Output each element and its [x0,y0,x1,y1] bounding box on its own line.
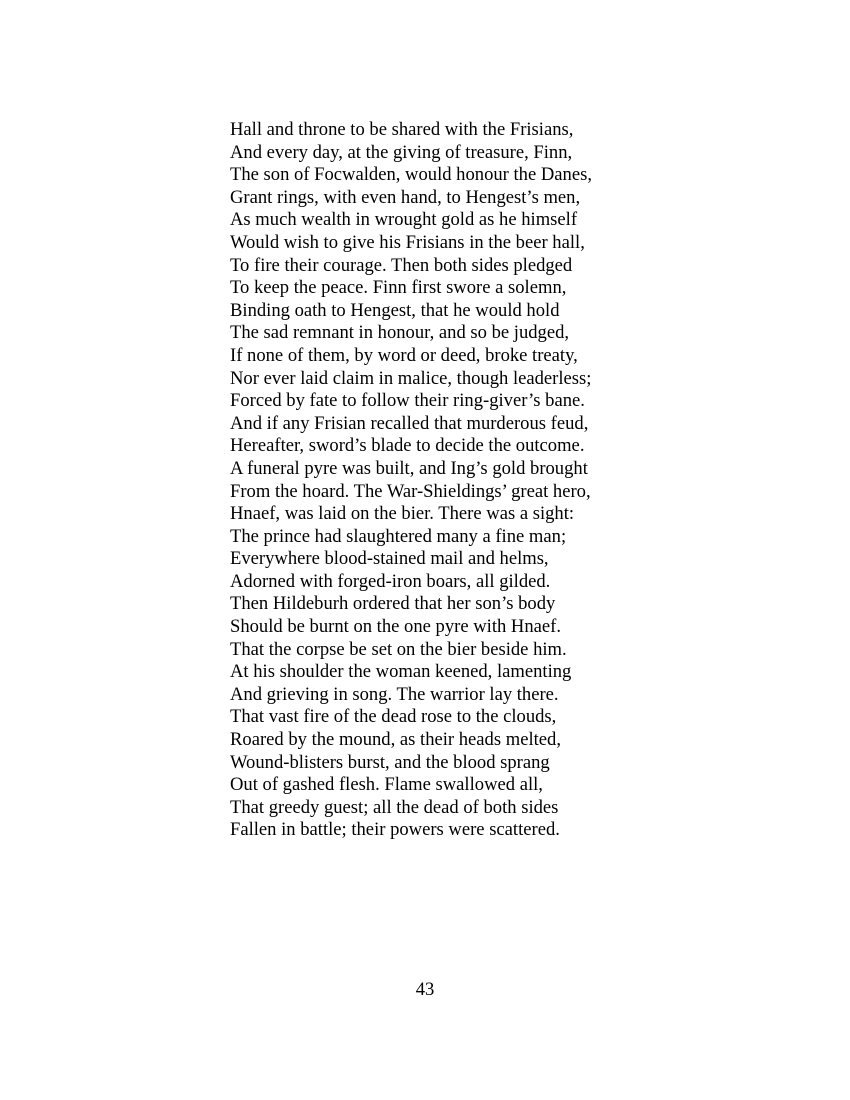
poem-line: If none of them, by word or deed, broke treaty, [230,344,578,366]
poem-line: Hall and throne to be shared with the Frisians, [230,119,574,140]
poem-line: The son of Focwalden, would honour the Danes, [230,164,592,186]
poem-line: Should be burnt on the one pyre with Hnaef. [230,616,562,638]
poem-line: To fire their courage. Then both sides pledged [230,254,573,276]
poem-line: Nor ever laid claim in malice, though leaderless; [230,367,592,389]
page-number: 43 [415,979,435,1000]
poem-line: Everywhere blood-stained mail and helms, [230,548,549,570]
poem-line: From the hoard. The War-Shieldings’ great hero, [230,480,591,502]
poem-line: As much wealth in wrought gold as he himself [230,209,578,231]
poem-line: Forced by fate to follow their ring-giver’s bane. [230,390,585,412]
poem-line: That the corpse be set on the bier beside him. [230,638,567,660]
poem-line: Out of gashed flesh. Flame swallowed all, [230,774,543,796]
poem-line: To keep the peace. Finn first swore a solemn, [230,277,567,299]
poem-line: The prince had slaughtered many a fine man; [230,525,567,547]
poem-line: That greedy guest; all the dead of both sides [230,796,559,818]
poem-line: And if any Frisian recalled that murderous feud, [230,412,589,434]
poem-line: Binding oath to Hengest, that he would hold [230,299,560,321]
poem-line: Wound-blisters burst, and the blood sprang [230,751,550,773]
poem-line: That vast fire of the dead rose to the clouds, [230,706,557,728]
poem-line: And grieving in song. The warrior lay there. [230,683,559,705]
poem-line: The sad remnant in honour, and so be judged, [230,322,570,344]
poem-line: Then Hildeburh ordered that her son’s body [230,593,556,615]
poem-line: Grant rings, with even hand, to Hengest’s men, [230,186,581,208]
poem-line: And every day, at the giving of treasure, Finn, [230,141,573,163]
poem-line: Would wish to give his Frisians in the beer hall, [230,231,585,253]
poem-text-block [230,119,650,842]
poem-line: Hereafter, sword’s blade to decide the outcome. [230,435,585,457]
poem-line: Roared by the mound, as their heads melted, [230,729,561,751]
poem-line: A funeral pyre was built, and Ing’s gold brought [230,457,588,479]
poem-line: Hnaef, was laid on the bier. There was a sight: [230,503,575,525]
poem-line: At his shoulder the woman keened, lamenting [230,661,572,683]
poem-line: Fallen in battle; their powers were scattered. [230,819,560,841]
poem-line: Adorned with forged-iron boars, all gilded. [230,570,551,592]
